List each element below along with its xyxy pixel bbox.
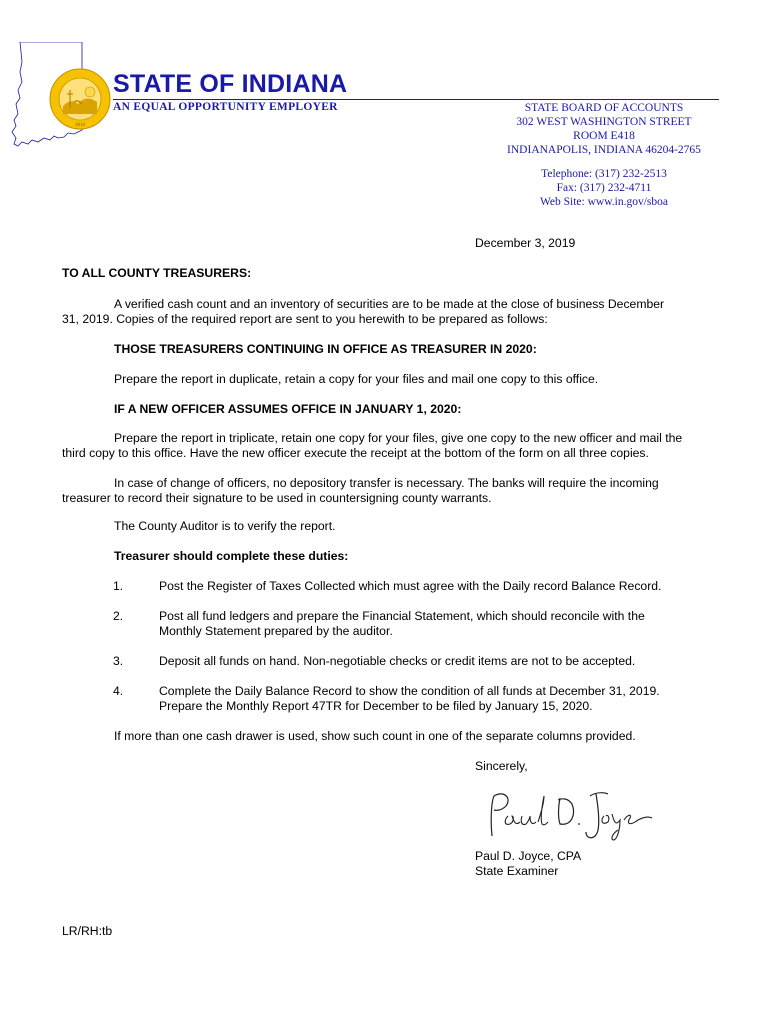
- intro-line: 31, 2019. Copies of the required report are sent to you herewith to be prepared as follows:: [62, 312, 548, 326]
- letterhead-subtitle: AN EQUAL OPPORTUNITY EMPLOYER: [113, 101, 338, 113]
- duty-number: 4.: [113, 684, 124, 698]
- duty-item: [159, 609, 699, 639]
- change-line: In case of change of officers, no depository transfer is necessary. The banks will require the incoming: [114, 476, 659, 490]
- letterhead-title: STATE OF INDIANA: [113, 70, 348, 98]
- letterhead-fax: Fax: (317) 232-4711: [556, 182, 652, 194]
- change-line: treasurer to record their signature to be used in countersigning county warrants.: [62, 491, 492, 505]
- duty-item: [159, 684, 699, 714]
- duty-number: 1.: [113, 579, 124, 593]
- letterhead-street: 302 WEST WASHINGTON STREET: [516, 116, 692, 128]
- auditor-paragraph: The County Auditor is to verify the report.: [114, 519, 336, 533]
- letterhead-room: ROOM E418: [573, 130, 635, 142]
- duties-heading: Treasurer should complete these duties:: [114, 549, 349, 563]
- duty-line: Post all fund ledgers and prepare the Financial Statement, which should reconcile with the: [159, 609, 645, 623]
- new-officer-line: third copy to this office. Have the new officer execute the receipt at the bottom of the form on all three copies.: [62, 446, 649, 460]
- letterhead-city: INDIANAPOLIS, INDIANA 46204-2765: [507, 144, 701, 156]
- cash-drawer-paragraph: If more than one cash drawer is used, show such count in one of the separate columns provided.: [114, 729, 636, 743]
- new-officer-paragraph: [62, 431, 712, 461]
- duty-item: [159, 579, 699, 594]
- duty-line: Deposit all funds on hand. Non-negotiable checks or credit items are not to be accepted.: [159, 654, 636, 668]
- seal-year: 1816: [75, 123, 85, 128]
- heading-new-officer: IF A NEW OFFICER ASSUMES OFFICE IN JANUARY 1, 2020:: [114, 402, 462, 416]
- salutation: TO ALL COUNTY TREASURERS:: [62, 266, 252, 280]
- duty-item: [159, 654, 699, 669]
- indiana-state-seal-logo: [8, 42, 116, 152]
- letterhead-website[interactable]: Web Site: www.in.gov/sboa: [539, 196, 668, 208]
- signer-title: State Examiner: [475, 864, 559, 878]
- continuing-paragraph: Prepare the report in duplicate, retain a copy for your files and mail one copy to this office.: [114, 372, 599, 386]
- letterhead-telephone: Telephone: (317) 232-2513: [541, 168, 667, 180]
- closing: Sincerely,: [475, 759, 528, 773]
- intro-line: A verified cash count and an inventory of securities are to be made at the close of business December: [114, 297, 665, 311]
- letterhead-agency: STATE BOARD OF ACCOUNTS: [524, 102, 684, 114]
- reference-initials: LR/RH:tb: [62, 924, 113, 938]
- duty-number: 2.: [113, 609, 124, 623]
- heading-continuing: THOSE TREASURERS CONTINUING IN OFFICE AS TREASURER IN 2020:: [114, 342, 537, 356]
- change-officers-paragraph: [62, 476, 712, 506]
- duty-line: Post the Register of Taxes Collected which must agree with the Daily record Balance Record.: [159, 579, 662, 593]
- signature-image: [478, 786, 658, 846]
- duty-line: Complete the Daily Balance Record to show the condition of all funds at December 31, 2019.: [159, 684, 660, 698]
- letter-date: December 3, 2019: [475, 236, 576, 250]
- signer-name: Paul D. Joyce, CPA: [475, 849, 582, 863]
- duty-line: Monthly Statement prepared by the auditor.: [159, 624, 393, 638]
- duty-number: 3.: [113, 654, 124, 668]
- duty-line: Prepare the Monthly Report 47TR for December to be filed by January 15, 2020.: [159, 699, 593, 713]
- new-officer-line: Prepare the report in triplicate, retain one copy for your files, give one copy to the new officer and mail the: [114, 431, 683, 445]
- letterhead-rule: [113, 99, 719, 100]
- intro-paragraph: [62, 297, 712, 327]
